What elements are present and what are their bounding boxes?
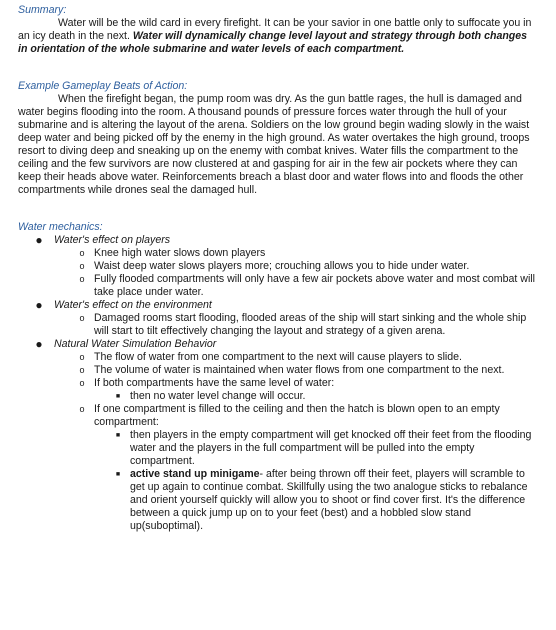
summary-paragraph [18, 17, 538, 56]
example-heading: Example Gameplay Beats of Action: [18, 80, 188, 92]
list-item [18, 468, 538, 533]
square-bullet-icon: ■ [115, 432, 121, 439]
circle-bullet-icon: o [79, 404, 85, 414]
list-item-simulation [18, 338, 538, 351]
list-item-text: The volume of water is maintained when water flows from one compartment to the next. [94, 364, 505, 376]
effect-players-label: Water's effect on players [54, 234, 171, 246]
circle-bullet-icon: o [79, 313, 85, 323]
summary-text: Water will be the wild card in every firefight. It can be your savior in one battle only to suffocate you in an icy death in the next. [18, 17, 532, 42]
effect-environment-label: Water's effect on the environment [54, 299, 212, 311]
list-item [18, 260, 538, 273]
list-item-text: If both compartments have the same level of water: [94, 377, 335, 389]
minigame-text: - after being thrown off their feet, players will scramble to get up again to continue combat. Skillfully using the two analogue sticks to rebalance and orient yourself quickly will allow you to shoot or find cover first. It's the difference between a quick jump up on to your feet (best) and a hobbled slow stand up(suboptimal). [130, 468, 528, 532]
example-paragraph: When the firefight began, the pump room was dry. As the gun battle rages, the hull is damaged and water begins flooding into the room. A thousand pounds of pressure forces water through the hull of your submarine and is altering the layout of the arena. Soldiers on the low ground begin wading slowly in the waist deep water and being picked off by the enemy in the high ground. As water overtakes the high ground, troops resort to diving deep and sneaking up on the enemy with combat knives. Water fills the compartment to the ceiling and the few survivors are now clustered at and gasping for air in the few air pockets where they can keep their heads above water. Reinforcements breach a blast door and water flows into and floods the other compartments while drones seal the damaged hull. [18, 93, 530, 196]
spacer [18, 210, 538, 221]
circle-bullet-icon: o [79, 261, 85, 271]
list-item [18, 377, 538, 390]
list-item-effect-players [18, 234, 538, 247]
list-item-text: Damaged rooms start flooding, flooded areas of the ship will start sinking and the whole ship will start to tilt effectively changing the layout and strategy of a given arena. [94, 312, 527, 337]
list-item-text: Knee high water slows down players [94, 247, 266, 259]
list-item-text: If one compartment is filled to the ceiling and then the hatch is blown open to an empty compartment: [94, 403, 500, 428]
circle-bullet-icon: o [79, 248, 85, 258]
list-item [18, 351, 538, 364]
bullet-icon: ● [35, 233, 43, 247]
list-item-text: then players in the empty compartment will get knocked off their feet from the flooding water and the players in the full compartment will be pulled into the empty compartment. [130, 429, 532, 467]
list-item-effect-environment [18, 299, 538, 312]
list-item-text: Fully flooded compartments will only have a few air pockets above water and most combat will take place under water. [94, 273, 536, 298]
mechanics-heading: Water mechanics: [18, 221, 103, 233]
simulation-label: Natural Water Simulation Behavior [54, 338, 217, 350]
list-item [18, 364, 538, 377]
circle-bullet-icon: o [79, 365, 85, 375]
summary-emphasis: Water will dynamically change level layout and strategy through both changes in orientation of the whole submarine and water levels of each compartment. [18, 30, 528, 55]
bullet-icon: ● [35, 298, 43, 312]
list-item-text: The flow of water from one compartment to the next will cause players to slide. [94, 351, 463, 363]
document-body [18, 4, 538, 533]
list-item [18, 312, 538, 338]
spacer [18, 56, 538, 69]
square-bullet-icon: ■ [115, 393, 121, 400]
list-item [18, 247, 538, 260]
summary-heading: Summary: [18, 4, 67, 16]
list-item [18, 390, 538, 403]
list-item [18, 403, 538, 429]
list-item [18, 273, 538, 299]
circle-bullet-icon: o [79, 352, 85, 362]
circle-bullet-icon: o [79, 274, 85, 284]
list-item-text: then no water level change will occur. [130, 390, 306, 402]
bullet-icon: ● [35, 337, 43, 351]
spacer [18, 197, 538, 210]
mechanics-list [18, 234, 538, 533]
spacer [18, 69, 538, 80]
list-item [18, 429, 538, 468]
list-item-text: Waist deep water slows players more; crouching allows you to hide under water. [94, 260, 470, 272]
minigame-title: active stand up minigame [130, 468, 260, 480]
circle-bullet-icon: o [79, 378, 85, 388]
square-bullet-icon: ■ [115, 471, 121, 478]
